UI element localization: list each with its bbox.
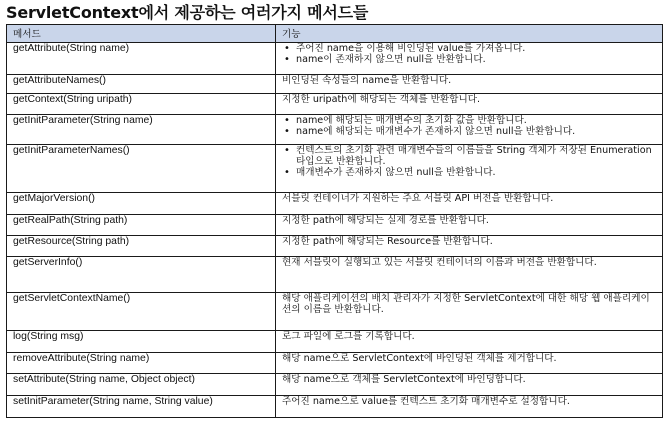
description-cell: 지정한 path에 해당되는 실제 경로를 반환합니다. [276,215,663,236]
method-cell: getInitParameterNames() [7,145,276,193]
description-cell: 해당 name으로 ServletContext에 바인딩된 객체를 제거합니다. [276,353,663,374]
method-cell: getContext(String uripath) [7,94,276,115]
bullet-item: • name이 존재하지 않으면 null을 반환합니다. [296,54,656,65]
method-cell: getServerInfo() [7,257,276,293]
table-row [7,293,663,331]
description-cell: 현재 서블릿이 실행되고 있는 서블릿 컨테이너의 이름과 버전을 반환합니다. [276,257,663,293]
table-row [7,145,663,193]
header-method: 메서드 [7,25,276,43]
table-row [7,43,663,75]
table-row [7,396,663,418]
description-cell: 로그 파일에 로그를 기록합니다. [276,331,663,353]
header-function: 기능 [276,25,663,43]
table-row [7,115,663,145]
description-cell [276,115,663,145]
table-row [7,374,663,396]
methods-table [6,24,663,418]
table-row [7,353,663,374]
description-cell: 주어진 name으로 value를 컨텍스트 초기화 매개변수로 설정합니다. [276,396,663,418]
description-cell: 비인딩된 속성들의 name을 반환합니다. [276,75,663,94]
bullet-list [282,145,656,178]
bullet-item: • 매개변수가 존재하지 않으면 null을 반환합니다. [296,167,656,178]
method-cell: setAttribute(String name, Object object) [7,374,276,396]
description-cell: 해당 애플리케이션의 배치 관리자가 지정한 ServletContext에 대한 해당 웹 애플리케이션의 이름을 반환합니다. [276,293,663,331]
table-row [7,75,663,94]
description-cell: 서블릿 컨테이너가 지원하는 주요 서블릿 API 버전을 반환합니다. [276,193,663,215]
table-row [7,215,663,236]
table-row [7,331,663,353]
table-row [7,193,663,215]
description-cell [276,145,663,193]
table-row [7,236,663,257]
bullet-list [282,43,656,65]
method-cell: setInitParameter(String name, String value) [7,396,276,418]
method-cell: getResource(String path) [7,236,276,257]
table-header-row [7,25,663,43]
bullet-item: • 컨텍스트의 초기화 관련 매개변수들의 이름들을 String 객체가 저장된 Enumeration 타입으로 반환합니다. [296,145,656,167]
bullet-list [282,115,656,137]
page-title: ServletContext에서 제공하는 여러가지 메서드들 [6,3,369,22]
table-row [7,257,663,293]
bullet-item: • name에 해당되는 매개변수가 존재하지 않으면 null을 반환합니다. [296,126,656,137]
method-cell: getAttribute(String name) [7,43,276,75]
method-cell: getServletContextName() [7,293,276,331]
method-cell: removeAttribute(String name) [7,353,276,374]
method-cell: getMajorVersion() [7,193,276,215]
table-row [7,94,663,115]
description-cell: 지정한 uripath에 해당되는 객체를 반환합니다. [276,94,663,115]
description-cell: 해당 name으로 객체를 ServletContext에 바인딩합니다. [276,374,663,396]
description-cell [276,43,663,75]
bullet-item: • name에 해당되는 매개변수의 초기화 값을 반환합니다. [296,115,656,126]
method-cell: getRealPath(String path) [7,215,276,236]
method-cell: getAttributeNames() [7,75,276,94]
bullet-item: • 주어진 name을 이용해 비인딩된 value를 가져옵니다. [296,43,656,54]
description-cell: 지정한 path에 해당되는 Resource를 반환합니다. [276,236,663,257]
method-cell: getInitParameter(String name) [7,115,276,145]
method-cell: log(String msg) [7,331,276,353]
